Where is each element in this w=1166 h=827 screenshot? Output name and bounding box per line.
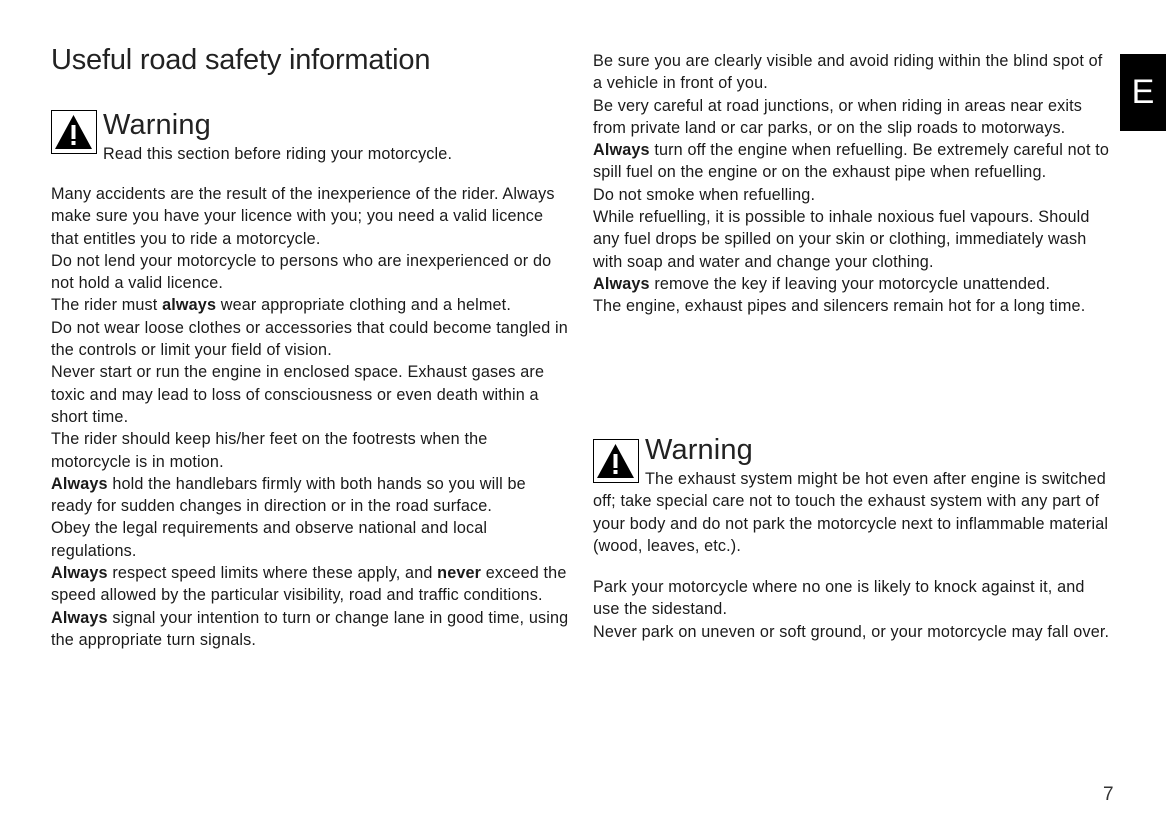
- para-key: Always remove the key if leaving your motorcycle unattended.: [593, 274, 1051, 293]
- para-legal: Obey the legal requirements and observe national and local regulations.: [51, 519, 488, 560]
- warning-text: Read this section before riding your motorcycle.: [103, 145, 453, 163]
- para-intro: Many accidents are the result of the inexperience of the rider. Always make sure you have your licence with you; you need a valid licence that entitles you to ride a motorcycle.: [51, 185, 555, 248]
- warning-triangle-icon: [51, 110, 97, 154]
- right-body-bottom: [593, 576, 1115, 643]
- para-clothing: The rider must always wear appropriate clothing and a helmet.: [51, 296, 511, 315]
- para-refuel: Always turn off the engine when refuelling. Be extremely careful not to spill fuel on the engine or on the exhaust pipe when refuelling.: [593, 141, 1110, 182]
- para-lend: Do not lend your motorcycle to persons who are inexperienced or do not hold a valid licence.: [51, 251, 552, 293]
- para-uneven: Never park on uneven or soft ground, or your motorcycle may fall over.: [593, 622, 1110, 641]
- warning-triangle-icon: [593, 439, 639, 483]
- right-body-top: [593, 50, 1115, 318]
- warning-heading: Warning: [645, 434, 753, 466]
- warning-box-exhaust: [593, 435, 1115, 557]
- language-tab: E: [1120, 54, 1166, 131]
- para-loose: Do not wear loose clothes or accessories that could become tangled in the controls or limit your field of vision.: [51, 318, 568, 360]
- para-visible: Be sure you are clearly visible and avoid riding within the blind spot of a vehicle in front of you.: [593, 52, 1103, 93]
- left-body: [51, 183, 571, 651]
- page-number: 7: [1103, 784, 1114, 805]
- para-park: Park your motorcycle where no one is likely to knock against it, and use the sidestand.: [593, 578, 1085, 619]
- para-junctions: Be very careful at road junctions, or when riding in areas near exits from private land or car parks, or on the slip roads to motorways.: [593, 96, 1083, 137]
- para-smoke: Do not smoke when refuelling.: [593, 185, 816, 204]
- warning-text: The exhaust system might be hot even after engine is switched off; take special care not to touch the exhaust system with any part of your body and do not park the motorcycle next to inflammable material (wood, leaves, etc.).: [593, 470, 1109, 555]
- para-signal: Always signal your intention to turn or change lane in good time, using the appropriate turn signals.: [51, 608, 569, 649]
- para-hot: The engine, exhaust pipes and silencers remain hot for a long time.: [593, 297, 1086, 316]
- para-enclosed: Never start or run the engine in enclosed space. Exhaust gases are toxic and may lead to loss of consciousness or even death within a short time.: [51, 363, 545, 426]
- warning-box-read: [51, 110, 571, 165]
- page-title: Useful road safety information: [51, 44, 431, 76]
- para-speed: Always respect speed limits where these apply, and never exceed the speed allowed by the particular visibility, road and traffic conditions.: [51, 564, 567, 605]
- para-vapours: While refuelling, it is possible to inhale noxious fuel vapours. Should any fuel drops be spilled on your skin or clothing, immediately wash with soap and water and change your clothing.: [593, 208, 1090, 271]
- para-feet: The rider should keep his/her feet on the footrests when the motorcycle is in motion.: [51, 430, 488, 471]
- warning-heading: Warning: [103, 109, 211, 141]
- para-handlebars: Always hold the handlebars firmly with both hands so you will be ready for sudden changes in direction or in the road surface.: [51, 474, 526, 516]
